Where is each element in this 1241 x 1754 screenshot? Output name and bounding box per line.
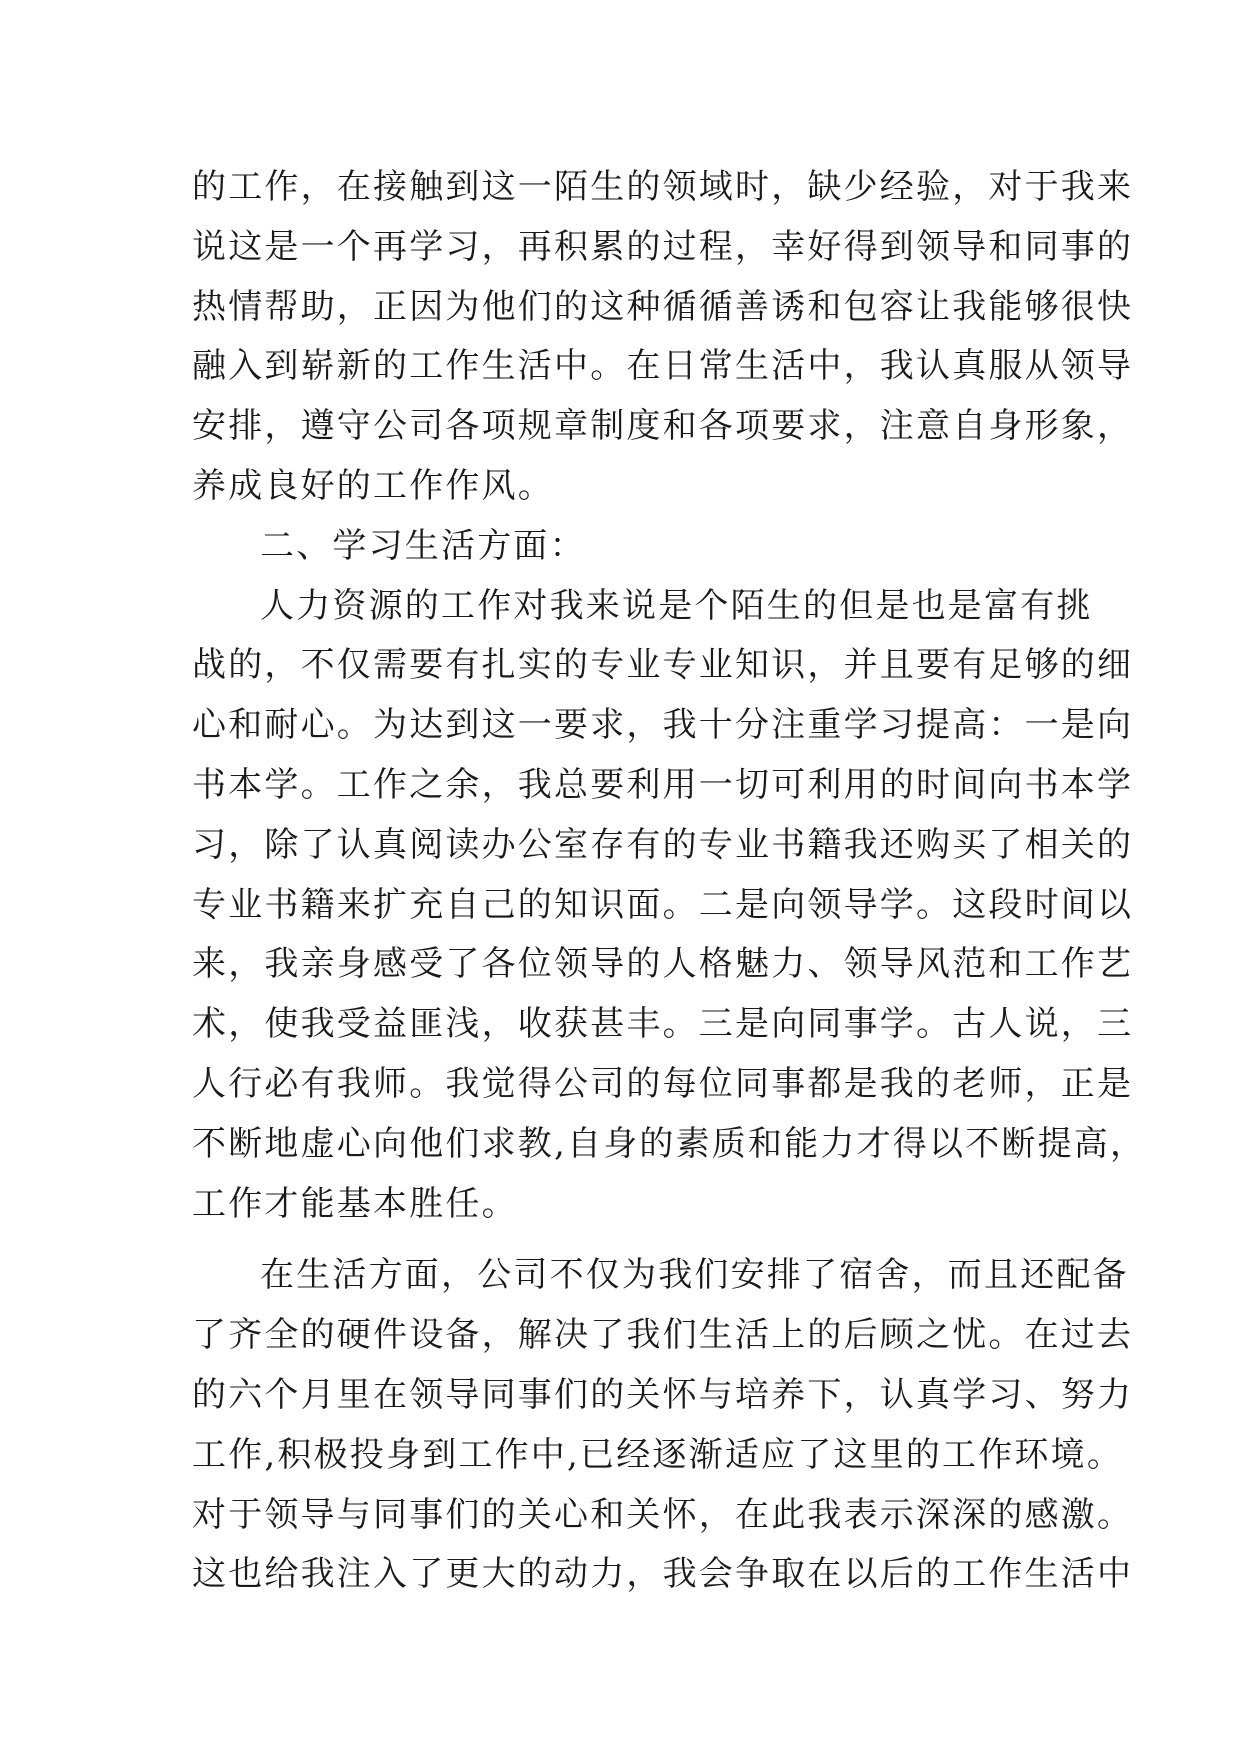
text-line: 安排，遵守公司各项规章制度和各项要求，注意自身形象， (192, 406, 1134, 447)
text-line: 的工作，在接触到这一陌生的领域时，缺少经验，对于我来 (192, 167, 1134, 207)
text-line: 的六个月里在领导同事们的关怀与培养下，认真学习、努力 (192, 1374, 1134, 1415)
text-line: 不断地虚心向他们求教,自身的素质和能力才得以不断提高， (192, 1123, 1147, 1164)
text-line: 人力资源的工作对我来说是个陌生的但是也是富有挑 (260, 585, 1093, 626)
paragraph-study (192, 577, 1147, 1235)
text-line: 了齐全的硬件设备，解决了我们生活上的后顾之忧。在过去 (192, 1315, 1134, 1356)
text-line: 说这是一个再学习，再积累的过程，幸好得到领导和同事的 (192, 226, 1134, 267)
document-body (192, 158, 1147, 1605)
text-line: 习，除了认真阅读办公室存有的专业书籍我还购买了相关的 (192, 824, 1134, 865)
text-line: 热情帮助，正因为他们的这种循循善诱和包容让我能够很快 (192, 286, 1134, 327)
text-line: 术，使我受益匪浅，收获甚丰。三是向同事学。古人说，三 (192, 1004, 1134, 1045)
paragraph-work (192, 158, 1134, 517)
text-line: 工作才能基本胜任。 (192, 1183, 518, 1224)
text-line: 战的，不仅需要有扎实的专业专业知识，并且要有足够的细 (192, 645, 1134, 686)
text-line: 养成良好的工作作风。 (192, 465, 554, 506)
text-line: 融入到崭新的工作生活中。在日常生活中，我认真服从领导 (192, 346, 1134, 387)
text-line: 人行必有我师。我觉得公司的每位同事都是我的老师，正是 (192, 1063, 1134, 1104)
text-line: 这也给我注入了更大的动力，我会争取在以后的工作生活中 (192, 1554, 1134, 1595)
section-heading-text: 二、学习生活方面： (260, 525, 586, 566)
text-line: 工作,积极投身到工作中,已经逐渐适应了这里的工作环境。 (192, 1434, 1124, 1475)
text-line: 书本学。工作之余，我总要利用一切可利用的时间向书本学 (192, 764, 1134, 805)
text-line: 心和耐心。为达到这一要求，我十分注重学习提高：一是向 (192, 705, 1134, 746)
text-line: 在生活方面，公司不仅为我们安排了宿舍，而且还配备 (260, 1255, 1129, 1296)
text-line: 来，我亲身感受了各位领导的人格魅力、领导风范和工作艺 (192, 944, 1134, 985)
text-line: 对于领导与同事们的关心和关怀，在此我表示深深的感激。 (192, 1494, 1134, 1535)
paragraph-gap (192, 1234, 1064, 1246)
text-line: 专业书籍来扩充自己的知识面。二是向领导学。这段时间以 (192, 884, 1134, 925)
section-heading (192, 517, 1064, 577)
paragraph-life (192, 1246, 1134, 1605)
